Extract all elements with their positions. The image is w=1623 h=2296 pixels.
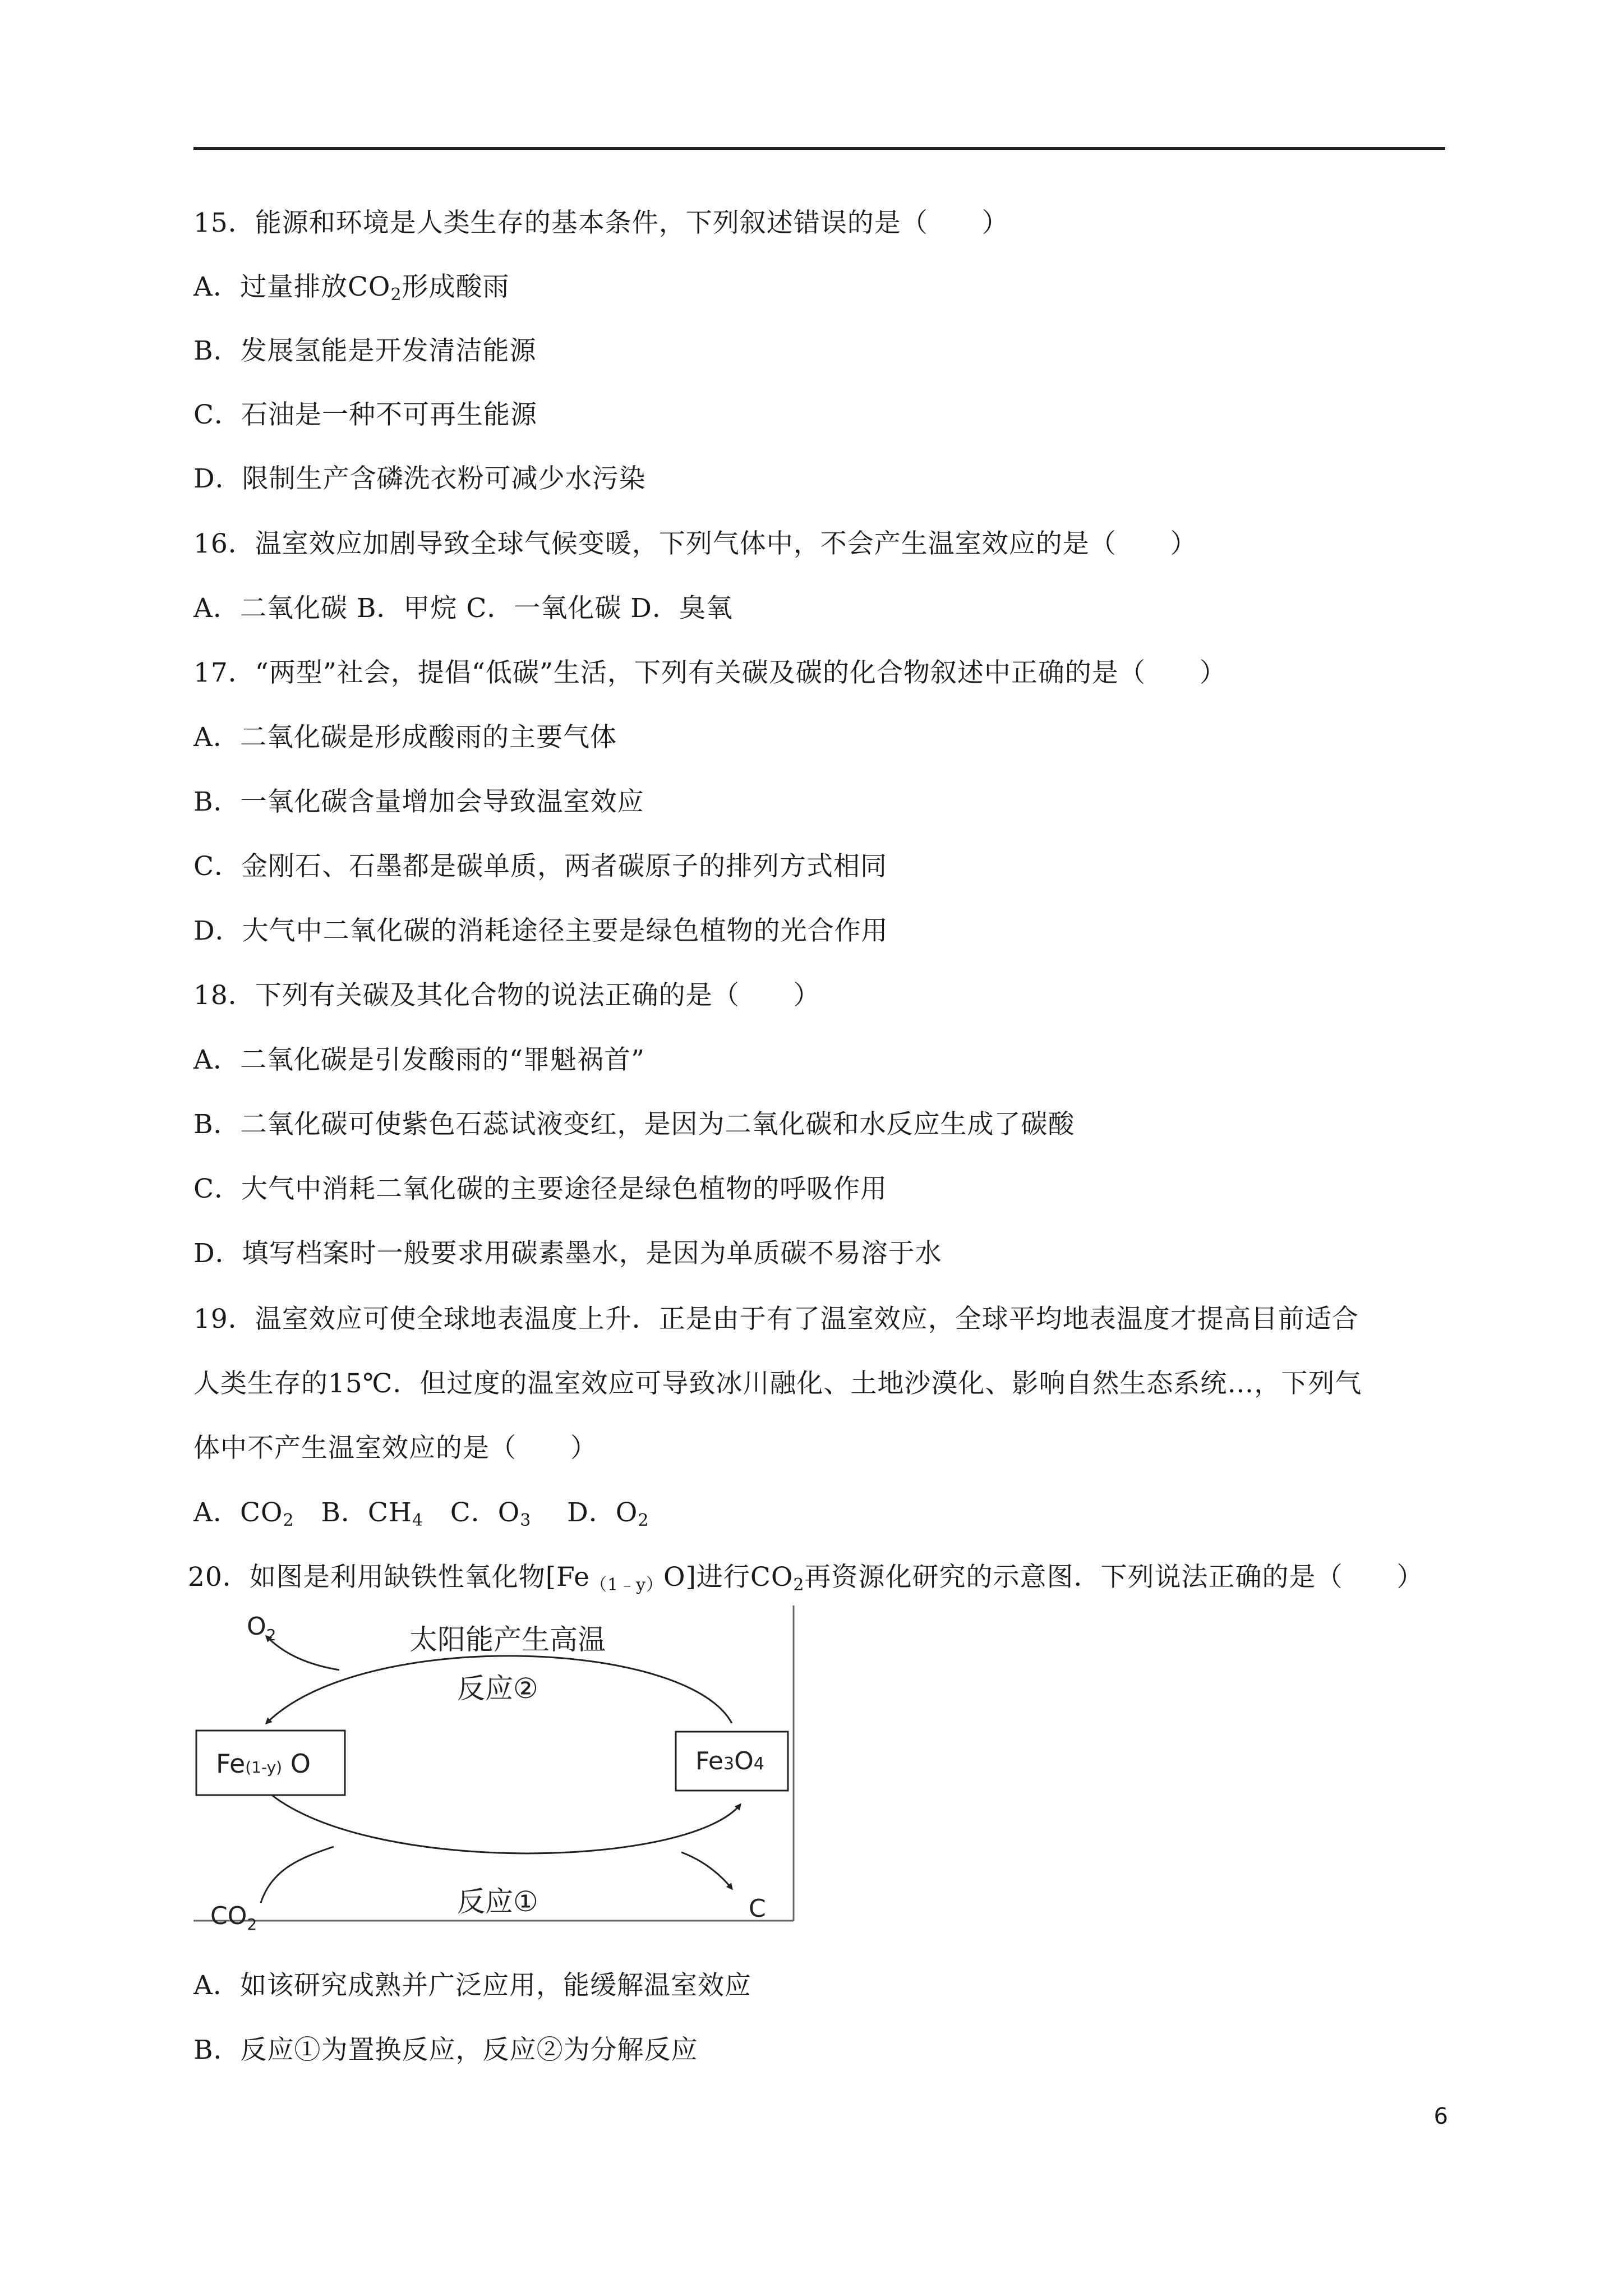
q17-option-d: D．大气中二氧化碳的消耗途径主要是绿色植物的光合作用 bbox=[193, 915, 888, 946]
q15-option-c: C．石油是一种不可再生能源 bbox=[193, 399, 537, 430]
q16-stem: 16．温室效应加剧导致全球气候变暖，下列气体中，不会产生温室效应的是（ ） bbox=[193, 528, 1197, 559]
q15-option-d: D．限制生产含磷洗衣粉可减少水污染 bbox=[193, 463, 646, 494]
solar-high-temp-label: 太阳能产生高温 bbox=[409, 1623, 606, 1656]
q18-stem: 18．下列有关碳及其化合物的说法正确的是（ ） bbox=[193, 980, 820, 1011]
o2-arrow bbox=[266, 1636, 339, 1670]
q15-stem: 15．能源和环境是人类生存的基本条件，下列叙述错误的是（ ） bbox=[193, 208, 1009, 238]
q18-option-c: C．大气中消耗二氧化碳的主要途径是绿色植物的呼吸作用 bbox=[193, 1174, 887, 1204]
q17-option-a: A．二氧化碳是形成酸雨的主要气体 bbox=[193, 722, 617, 753]
q19-options: A．$CO_2$ B．$CH_4$ C．$O_3$ D．$O_2$ bbox=[193, 1497, 649, 1530]
q18-option-a: A．二氧化碳是引发酸雨的“罪魁祸首” bbox=[193, 1045, 645, 1075]
co2-arrow bbox=[261, 1847, 334, 1903]
reaction1-label: 反应① bbox=[457, 1885, 538, 1918]
c-label: C bbox=[749, 1894, 766, 1923]
q20-option-a: A．如该研究成熟并广泛应用，能缓解温室效应 bbox=[193, 1970, 751, 2001]
reaction2-label: 反应② bbox=[457, 1672, 538, 1705]
q17-option-c: C．金刚石、石墨都是碳单质，两者碳原子的排列方式相同 bbox=[193, 851, 887, 882]
q19-stem-line-3: 体中不产生温室效应的是（ ） bbox=[193, 1433, 597, 1464]
fe1y-o-label: Fe(1-y) O bbox=[216, 1749, 311, 1779]
reaction1-arc bbox=[266, 1791, 740, 1853]
header-rule bbox=[193, 147, 1445, 150]
c-arrow bbox=[681, 1852, 732, 1889]
page-number: 6 bbox=[1433, 2104, 1448, 2129]
q19-stem-line-1: 19．温室效应可使全球地表温度上升．正是由于有了温室效应，全球平均地表温度才提高目前适合 bbox=[193, 1304, 1359, 1335]
q15-option-a: A．过量排放$CO_2$形成酸雨 bbox=[193, 272, 510, 305]
q19-stem-line-2: 人类生存的15℃．但过度的温室效应可导致冰川融化、土地沙漠化、影响自然生态系统…，下列气 bbox=[193, 1368, 1362, 1399]
q17-stem: 17．“两型”社会，提倡“低碳”生活，下列有关碳及碳的化合物叙述中正确的是（ ） bbox=[193, 657, 1227, 688]
o2-label: $O_2$ bbox=[247, 1612, 276, 1644]
q16-options: A．二氧化碳 B．甲烷 C．一氧化碳 D．臭氧 bbox=[193, 593, 733, 624]
fe-oxide-cycle-diagram bbox=[193, 1605, 799, 1931]
co2-label: $CO_2$ bbox=[210, 1902, 257, 1931]
q20-option-b: B．反应①为置换反应，反应②为分解反应 bbox=[193, 2035, 698, 2065]
q18-option-b: B．二氧化碳可使紫色石蕊试液变红，是因为二氧化碳和水反应生成了碳酸 bbox=[193, 1109, 1075, 1140]
q17-option-b: B．一氧化碳含量增加会导致温室效应 bbox=[193, 786, 644, 817]
q15-option-b: B．发展氢能是开发清洁能源 bbox=[193, 335, 537, 366]
fe3o4-label: Fe3O4 bbox=[695, 1747, 764, 1775]
q18-option-d: D．填写档案时一般要求用碳素墨水，是因为单质碳不易溶于水 bbox=[193, 1238, 942, 1269]
q20-stem: 20．如图是利用缺铁性氧化物$[Fe_{(1﹣y)}O]$进行$CO_2$再资源化研究的示意图．下列说法正确的是（ ） bbox=[188, 1562, 1424, 1595]
